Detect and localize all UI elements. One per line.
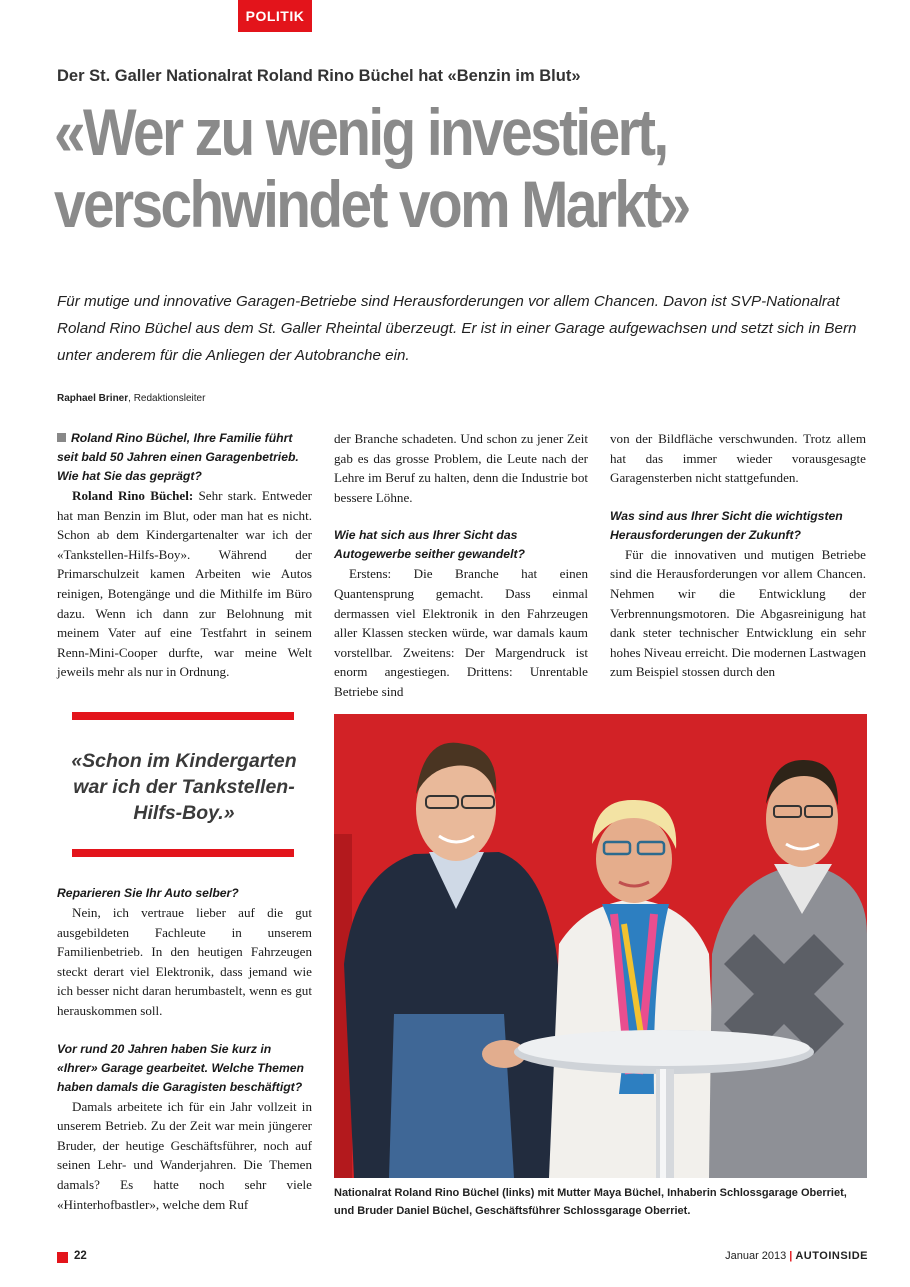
answer-4: Nein, ich vertraue lieber auf die gut ausgebildeten Fachleute in unserem Familienbetrieb. In den heutigen Fahrzeugen steckt derart viel Elektronik, dass jemand wie ich besser nicht daran herumbastelt, wenn es gut herauskommen soll. — [57, 905, 312, 1018]
answer-5: Damals arbeitete ich für ein Jahr vollzeit in unserem Betrieb. Zu der Zeit war mein jüngerer Bruder, der heutige Geschäftsführer, noch auf seinen Lehr- und Wanderjahren. Die Themen damals? Es hatte noch sehr viele «Hinterhofbastler», welche dem Ruf — [57, 1098, 312, 1212]
magazine-name: AUTOINSIDE — [795, 1250, 868, 1262]
kicker: Der St. Galler Nationalrat Roland Rino Büchel hat «Benzin im Blut» — [57, 67, 581, 85]
byline — [57, 393, 205, 404]
question-2: Wie hat sich aus Ihrer Sicht das Autogewerbe seither gewandelt? — [334, 528, 525, 562]
question-4: Reparieren Sie Ihr Auto selber? — [57, 886, 239, 900]
headline-line-1: «Wer zu wenig investiert, — [54, 95, 667, 169]
answer-3: Für die innovativen und mutigen Betriebe sind die Herausforderungen vor allem Chancen. Nehmen wir die Entwicklung der Verbrennungsmotoren. Die Abgasreinigung hat dank steter technischer Entwicklung ein sehr hohes Niveau erreicht. Die modernen Lastwagen zum Beispiel stossen durch den — [610, 546, 866, 680]
footer-publication — [725, 1250, 868, 1262]
answer-2: Erstens: Die Branche hat einen Quantensprung gemacht. Dass einmal dermassen viel Elektronik in den Fahrzeugen aller Klassen stecken würde, war damals kaum vorstellbar. Zweitens: Der Margendruck ist enorm angestiegen. Drittens: Unrentable Betriebe sind — [334, 566, 588, 699]
question-5: Vor rund 20 Jahren haben Sie kurz in «Ihrer» Garage gearbeitet. Welche Themen haben damals die Garagisten beschäftigt? — [57, 1041, 305, 1094]
photo-caption: Nationalrat Roland Rino Büchel (links) mit Mutter Maya Büchel, Inhaberin Schlossgarage Oberriet, und Bruder Daniel Büchel, Geschäftsführer Schlossgarage Oberriet. — [334, 1187, 847, 1217]
question-3: Was sind aus Ihrer Sicht die wichtigsten Herausforderungen der Zukunft? — [610, 508, 843, 542]
question-1-text: Roland Rino Büchel, Ihre Familie führt seit bald 50 Jahren einen Garagenbetrieb. Wie hat Sie das geprägt? — [57, 431, 299, 483]
headline-line-2: verschwindet vom Markt» — [54, 167, 689, 241]
answer-1 — [57, 486, 312, 682]
column-3 — [610, 429, 866, 682]
section-tag — [238, 0, 312, 32]
issue-date: Januar 2013 — [725, 1250, 787, 1262]
photo-illustration — [334, 714, 867, 1178]
pullquote: «Schon im Kindergarten war ich der Tankstellen-Hilfs-Boy.» — [71, 750, 297, 824]
footer-separator: | — [789, 1250, 793, 1262]
footer-marker-icon — [57, 1252, 68, 1263]
lead-paragraph: Für mutige und innovative Garagen-Betriebe sind Herausforderungen vor allem Chancen. Davon ist SVP-Nationalrat Roland Rino Büchel aus dem St. Galler Rheintal überzeugt. Er ist in einer Garage aufgewachsen und setzt sich in Bern unter anderem für die Anliegen der Autobranche ein. — [57, 293, 857, 364]
pullquote-rule-bottom — [72, 849, 294, 857]
byline-author: Raphael Briner — [57, 393, 129, 404]
photo — [334, 714, 867, 1178]
question-marker-icon — [57, 433, 66, 442]
question-1 — [57, 429, 312, 486]
page-number: 22 — [74, 1250, 87, 1262]
column-2 — [334, 429, 588, 702]
answer-1-text: Sehr stark. Entweder hat man Benzin im Blut, oder man hat es nicht. Schon ab dem Kindergartenalter war ich der «Tankstellen-Hilfs-Boy». Während der Primarschulzeit kamen Arbeiten wie Autos reinigen, Botengänge und die Mithilfe im Büro dazu. Wenn ich dann zur Belohnung mit meinem Vater auf eine Testfahrt in seinem Renn-Mini-Cooper durfte, war meine Welt jeweils mehr als nur in Ordnung. — [57, 488, 313, 680]
pullquote-rule-top — [72, 712, 294, 720]
byline-role: , Redaktionsleiter — [128, 393, 206, 404]
column-4 — [57, 884, 312, 1214]
answer-speaker: Roland Rino Büchel: — [72, 488, 194, 503]
column-3-continuation: von der Bildfläche verschwunden. Trotz allem hat das immer wieder vorausgesagte Garagensterben nicht stattgefunden. — [610, 431, 866, 486]
section-label: POLITIK — [245, 8, 305, 24]
column-1 — [57, 429, 312, 682]
headline — [54, 96, 759, 240]
column-2-continuation: der Branche schadeten. Und schon zu jener Zeit gab es das grosse Problem, die Leute nach der Lehre im Beruf zu halten, denn die Industrie bot bessere Löhne. — [334, 431, 588, 505]
